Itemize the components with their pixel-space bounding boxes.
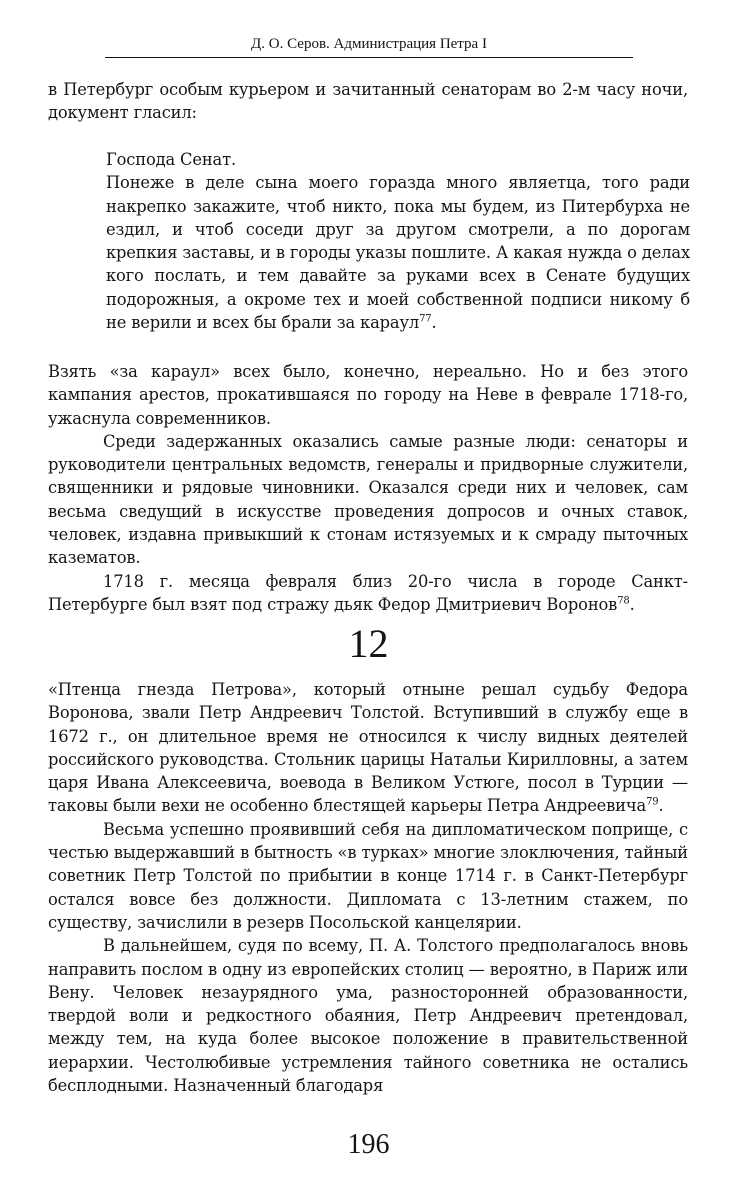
- letter-quote: [106, 148, 690, 334]
- paragraph-diplomat: Весьма успешно проявивший себя на дипломатическом поприще, с честью выдержавший в бытность «в турках» многие злоключения, тайный советник Петр Толстой по прибытии в конце 1714 г. в Санкт-Петербург остался вовсе без должности. Дипломата с 13-летним стажем, по существу, зачислили в резерв Посольской канцелярии.: [48, 819, 688, 932]
- body-text-top: [48, 78, 688, 125]
- tolstoy-text: «Птенца гнезда Петрова», который отныне решал судьбу Федора Воронова, звали Петр Андреевич Толстой. Вступивший в службу еще в 1672 г., он длительное время не относился к числу видных деятелей российского руководства. Стольник царицы Натальи Кирилловны, а затем царя Ивана Алексеевича, воевода в Великом Устюге, посол в Турции — таковы были вехи не особенно блестящей карьеры Петра Андреевича: [48, 680, 688, 816]
- letter-salutation: Господа Сенат.: [106, 150, 236, 169]
- footnote-ref-78: 78: [617, 595, 630, 607]
- running-head: Д. О. Серов. Администрация Петра I: [251, 36, 487, 52]
- footnote-ref-79: 79: [646, 797, 659, 809]
- header-rule: [105, 57, 633, 58]
- body-text-middle: [48, 360, 688, 616]
- page-number: 196: [347, 1129, 390, 1160]
- paragraph-tolstoy: [48, 678, 688, 818]
- letter-text: [106, 171, 690, 334]
- footnote-ref-77: 77: [419, 313, 432, 325]
- paragraph-arrests: Взять «за караул» всех было, конечно, нереально. Но и без этого кампания арестов, прокатившаяся по городу на Неве в феврале 1718-го, ужаснула современников.: [48, 362, 688, 428]
- paragraph-ambition: В дальнейшем, судя по всему, П. А. Толстого предполагалось вновь направить послом в одну из европейских столиц — вероятно, в Париж или Вену. Человек незаурядного ума, разносторонней образованности, твердой воли и редкостного обаяния, Петр Андреевич претендовал, между тем, на куда более высокое положение в правительственной иерархии. Честолюбивые устремления тайного советника не остались бесплодными. Назначенный благодаря: [48, 936, 688, 1096]
- paragraph-voronov: [48, 570, 688, 617]
- letter-end: .: [431, 313, 437, 333]
- paragraph-detained: Среди задержанных оказались самые разные люди: сенаторы и руководители центральных ведомств, генералы и придворные служители, священники и рядовые чиновники. Оказался среди них и человек, сам весьма сведущий в искусстве проведения допросов и очных ставок, человек, издавна привыкший к стонам истязуемых и к смраду пыточных казематов.: [48, 431, 688, 568]
- body-text-section: [48, 678, 688, 1097]
- voronov-end: .: [629, 594, 635, 614]
- tolstoy-end: .: [658, 796, 664, 816]
- section-number: 12: [348, 621, 389, 666]
- letter-body: Понеже в деле сына моего горазда много являетца, того ради накрепко закажите, чтоб никто, пока мы будем, из Питербурха не ездил, и чтоб соседи друг за другом смотрели, а по дорогам крепкия заставы, и в городы указы пошлите. А какая нужда о делах кого послать, и тем давайте за руками всех в Сенате будущих подорожныя, а окроме тех и моей собственной подписи никому б не верили и всех бы брали за караул: [106, 173, 690, 333]
- voronov-text: 1718 г. месяца февраля близ 20-го числа в городе Санкт-Петербурге был взят под стражу дьяк Федор Дмитриевич Воронов: [48, 571, 688, 614]
- intro-paragraph: в Петербург особым курьером и зачитанный сенаторам во 2-м часу ночи, документ гласил:: [48, 80, 688, 123]
